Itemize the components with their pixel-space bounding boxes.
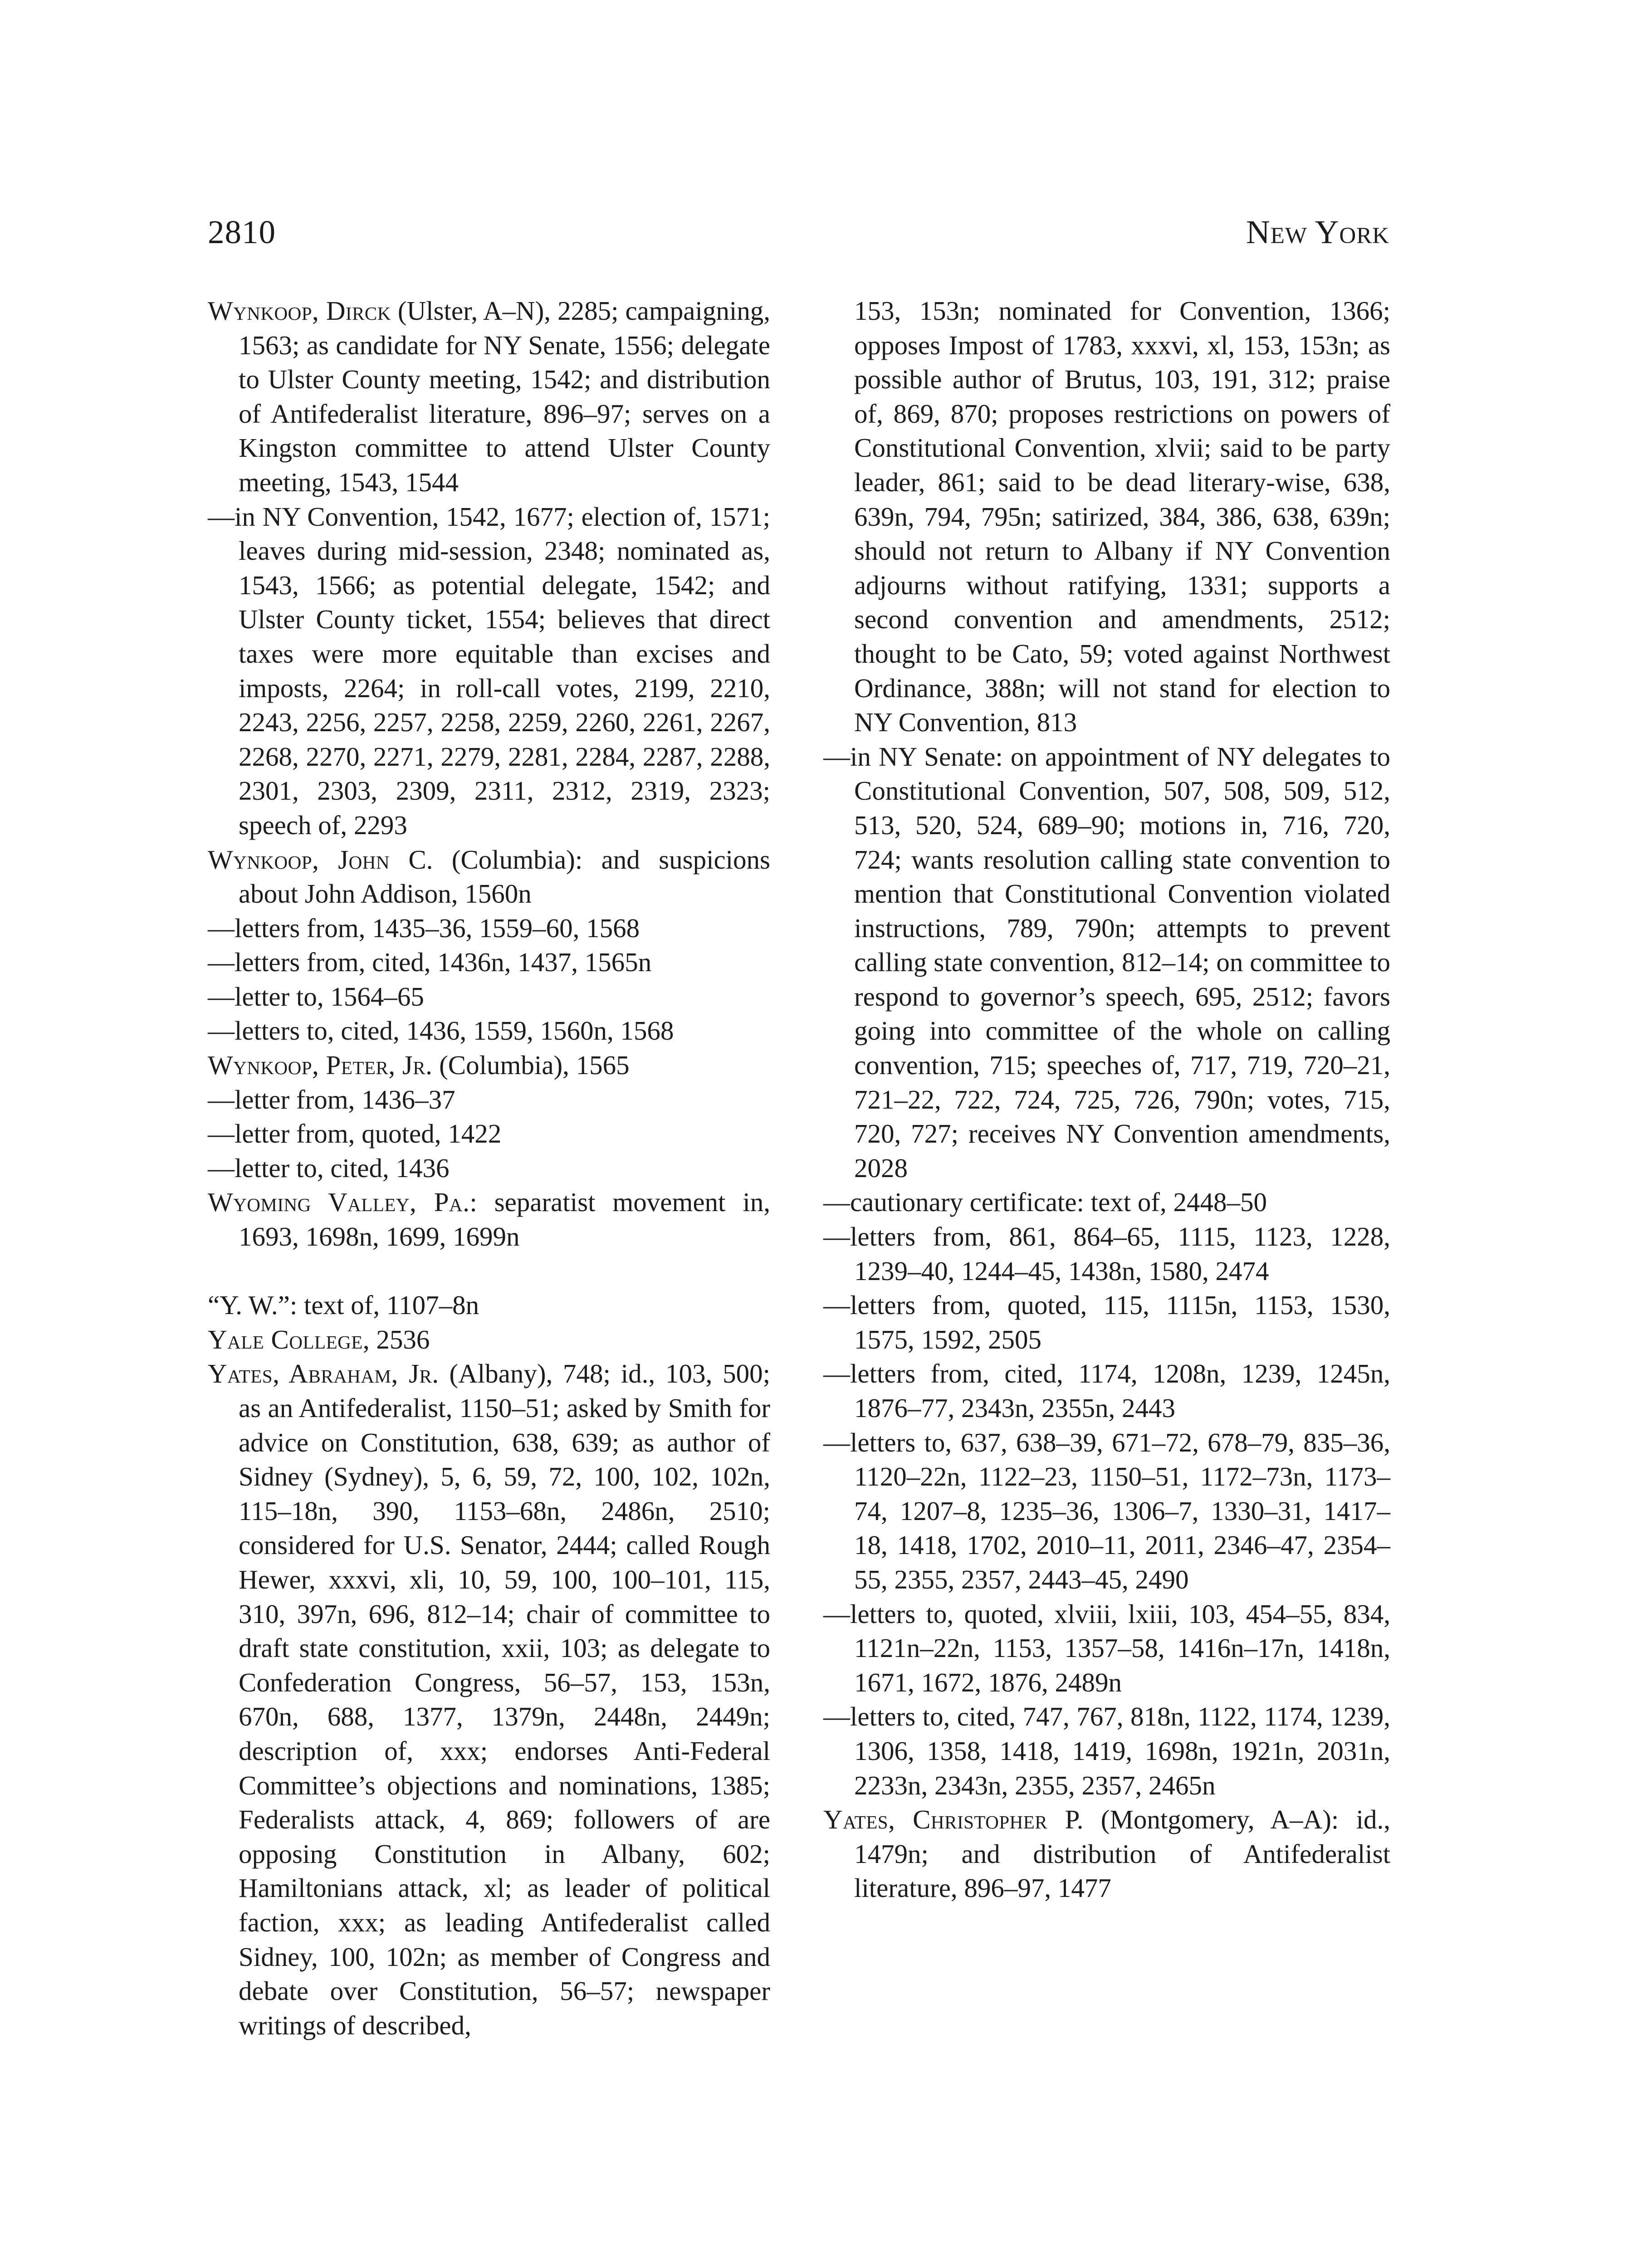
entry-headword: Wyoming Valley, Pa. — [208, 1187, 470, 1217]
entry-text: —letters to, cited, 747, 767, 818n, 1122, 1174, 1239, 1306, 1358, 1418, 1419, 1698n, 1921n, 2031n, 2233n, 2343n, 2355, 2357, 2465n — [823, 1701, 1390, 1800]
entry-text: —letters from, 861, 864–65, 1115, 1123, 1228, 1239–40, 1244–45, 1438n, 1580, 2474 — [823, 1222, 1390, 1286]
sub-peter-letter-from — [208, 1083, 770, 1117]
entry-headword: Wynkoop, Dirck — [208, 296, 391, 326]
sub-abraham-ny-senate — [823, 740, 1390, 1186]
entry-text: —letters to, 637, 638–39, 671–72, 678–79, 835–36, 1120–22n, 1122–23, 1150–51, 1172–73n, 1173–74, 1207–8, 1235–36, 1306–7, 1330–31, 1417–18, 1418, 1702, 2010–11, 2011, 2346–47, 2354–55, 2355, 2357, 2443–45, 2490 — [823, 1427, 1390, 1594]
sub-abraham-letters-to — [823, 1426, 1390, 1597]
entry-text: “Y. W.”: text of, 1107–8n — [208, 1290, 479, 1320]
entry-text: —letters to, quoted, xlviii, lxiii, 103, 454–55, 834, 1121n–22n, 1153, 1357–58, 1416n–17n, 1418n, 1671, 1672, 1876, 2489n — [823, 1598, 1390, 1697]
page-header — [208, 213, 1389, 268]
index-column-left — [208, 294, 770, 2043]
sub-abraham-cautionary-certificate — [823, 1185, 1390, 1220]
entry-text: , 2536 — [362, 1324, 430, 1354]
entry-yale-college — [208, 1323, 770, 1357]
entry-wynkoop-peter — [208, 1048, 770, 1083]
sub-abraham-letters-to-cited — [823, 1700, 1390, 1803]
entry-text: —cautionary certificate: text of, 2448–50 — [823, 1187, 1267, 1217]
entry-text: —letter to, cited, 1436 — [208, 1153, 450, 1183]
running-head: New York — [1246, 214, 1389, 250]
sub-john-letters-to-cited — [208, 1014, 770, 1048]
entry-text: —letters from, cited, 1174, 1208n, 1239, 1245n, 1876–77, 2343n, 2355n, 2443 — [823, 1359, 1390, 1423]
letter-gap — [208, 1254, 770, 1289]
entry-text: C. (Columbia): and suspicions about John Addison, 1560n — [239, 844, 770, 909]
entry-text: —letter from, 1436–37 — [208, 1084, 455, 1114]
entry-text: (Albany), 748; id., 103, 500; as an Antifederalist, 1150–51; asked by Smith for advice on Constitution, 638, 639; as author of Sidney (Sydney), 5, 6, 59, 72, 100, 102, 102n, 115–18n, 390, 1153–68n, 2486n, 2510; considered for U.S. Senator, 2444; called Rough Hewer, xxxvi, xli, 10, 59, 100, 100–101, 115, 310, 397n, 696, 812–14; chair of committee to draft state constitution, xxii, 103; as delegate to Confederation Congress, 56–57, 153, 153n, 670n, 688, 1377, 1379n, 2448n, 2449n; description of, xxx; endorses Anti-Federal Committee’s objections and nominations, 1385; Federalists attack, 4, 869; followers of are opposing Constitution in Albany, 602; Hamiltonians attack, xl; as leader of political faction, xxx; as leading Antifederalist called Sidney, 100, 102n; as member of Congress and debate over Constitution, 56–57; newspaper writings of described, — [239, 1359, 770, 2040]
entry-text: —in NY Senate: on appointment of NY delegates to Constitutional Convention, 507, 508, 509, 512, 513, 520, 524, 689–90; motions in, 716, 720, 724; wants resolution calling state convention to mention that Constitutional Convention violated instructions, 789, 790n; attempts to prevent calling state convention, 812–14; on committee to respond to governor’s speech, 695, 2512; favors going into committee of the whole on calling convention, 715; speeches of, 717, 719, 720–21, 721–22, 722, 724, 725, 726, 790n; votes, 715, 720, 727; receives NY Convention amendments, 2028 — [823, 741, 1390, 1183]
entry-text: 153, 153n; nominated for Convention, 1366; opposes Impost of 1783, xxxvi, xl, 153, 153n; as possible author of Brutus, 103, 191, 312; praise of, 869, 870; proposes restrictions on powers of Constitutional Convention, xlvii; said to be party leader, 861; said to be dead literary-wise, 638, 639n, 794, 795n; satirized, 384, 386, 638, 639n; should not return to Albany if NY Convention adjourns without ratifying, 1331; supports a second convention and amendments, 2512; thought to be Cato, 59; voted against Northwest Ordinance, 388n; will not stand for election to NY Convention, 813 — [854, 296, 1390, 738]
sub-abraham-letters-from-quoted — [823, 1288, 1390, 1357]
entry-headword: Yates, Christopher — [823, 1804, 1048, 1835]
entry-text: —letters to, cited, 1436, 1559, 1560n, 1568 — [208, 1016, 674, 1046]
sub-john-letters-from — [208, 911, 770, 946]
sub-dirck-ny-convention — [208, 500, 770, 843]
continuation-yates-abraham — [823, 294, 1390, 740]
sub-john-letter-to — [208, 980, 770, 1014]
entry-text: —letter from, quoted, 1422 — [208, 1119, 502, 1149]
entry-text: P. (Montgomery, A–A): id., 1479n; and distribution of Antifederalist literature, 896–97, 1477 — [854, 1804, 1390, 1903]
entry-text: (Columbia), 1565 — [432, 1050, 630, 1080]
entry-yates-abraham — [208, 1357, 770, 2043]
entry-wynkoop-john — [208, 843, 770, 911]
entry-headword: Yates, Abraham, Jr. — [208, 1359, 439, 1389]
entry-wynkoop-dirck — [208, 294, 770, 500]
entry-headword: Yale College — [208, 1324, 363, 1354]
sub-peter-letter-to-cited — [208, 1151, 770, 1186]
entry-text: —letters from, quoted, 115, 1115n, 1153, 1530, 1575, 1592, 2505 — [823, 1290, 1390, 1354]
page-number: 2810 — [208, 214, 276, 250]
index-column-right — [823, 294, 1390, 1906]
entry-text: —letters from, 1435–36, 1559–60, 1568 — [208, 913, 640, 943]
entry-headword: Wynkoop, John — [208, 844, 390, 875]
sub-john-letters-from-cited — [208, 945, 770, 980]
sub-peter-letter-from-quoted — [208, 1117, 770, 1151]
entry-text: (Ulster, A–N), 2285; campaigning, 1563; as candidate for NY Senate, 1556; delegate to Ulster County meeting, 1542; and distribution of Antifederalist literature, 896–97; serves on a Kingston committee to attend Ulster County meeting, 1543, 1544 — [239, 296, 770, 497]
entry-text: : separatist movement in, 1693, 1698n, 1699, 1699n — [239, 1187, 771, 1252]
sub-abraham-letters-from-cited — [823, 1357, 1390, 1425]
entry-text: —in NY Convention, 1542, 1677; election of, 1571; leaves during mid-session, 2348; nominated as, 1543, 1566; as potential delegate, 1542; and Ulster County ticket, 1554; believes that direct taxes were more equitable than excises and imposts, 2264; in roll-call votes, 2199, 2210, 2243, 2256, 2257, 2258, 2259, 2260, 2261, 2267, 2268, 2270, 2271, 2279, 2281, 2284, 2287, 2288, 2301, 2303, 2309, 2311, 2312, 2319, 2323; speech of, 2293 — [208, 501, 770, 840]
entry-text: —letters from, cited, 1436n, 1437, 1565n — [208, 947, 652, 978]
entry-y-w — [208, 1288, 770, 1323]
entry-headword: Wynkoop, Peter, Jr. — [208, 1050, 433, 1080]
entry-wyoming-valley — [208, 1185, 770, 1254]
entry-text: —letter to, 1564–65 — [208, 981, 424, 1012]
entry-yates-christopher — [823, 1803, 1390, 1906]
sub-abraham-letters-from — [823, 1220, 1390, 1288]
sub-abraham-letters-to-quoted — [823, 1597, 1390, 1700]
